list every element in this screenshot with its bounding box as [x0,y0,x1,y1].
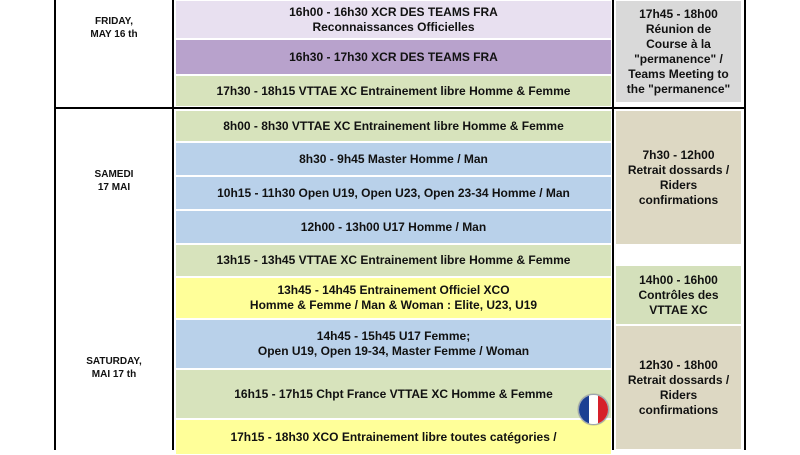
day-label-line: MAI 17 th [91,369,137,380]
side-line: 17h45 - 18h00 [639,6,718,21]
day-label-samedi [56,168,172,194]
event-line: 8h00 - 8h30 VTTAE XC Entrainement libre Homme & Femme [223,118,564,133]
side-line: confirmations [638,192,719,207]
side-line: the "permanence" [626,81,731,96]
side-line: confirmations [638,402,719,417]
left-border-line [54,0,56,450]
event-xcr-teams-recon [175,0,612,39]
event-line: 17h15 - 18h30 XCO Entrainement libre toutes catégories / [230,430,557,444]
event-line: 12h00 - 13h00 U17 Homme / Man [300,219,487,234]
event-line: 16h00 - 16h30 XCR DES TEAMS FRA [289,4,498,19]
events-left-line [172,0,174,450]
side-line: 14h00 - 16h00 [639,272,718,287]
event-u17-femme [175,319,612,369]
side-line: Riders [659,177,698,192]
event-chpt-france-vttae [175,369,612,419]
side-panel-bib-pickup-morning [615,110,742,245]
event-master-homme [175,142,612,176]
event-line: 14h45 - 15h45 U17 Femme; [316,329,471,343]
event-line: 16h15 - 17h15 Chpt France VTTAE XC Homme & Femme [234,386,553,401]
side-line: "permanence" / [634,51,723,66]
side-line: 7h30 - 12h00 [642,147,715,162]
day-label-line: SATURDAY, [86,356,142,367]
side-panel-vttae-controls [615,265,742,325]
side-line: Riders [659,387,698,402]
side-line: Course à la [646,36,711,51]
event-line: 16h30 - 17h30 XCR DES TEAMS FRA [289,49,498,64]
side-panel-race-meeting [615,0,742,103]
event-vttae-midday [175,244,612,277]
event-entrainement-officiel [175,277,612,319]
event-xcr-teams [175,39,612,75]
event-line: Open U19, Open 19-34, Master Femme / Woman [257,344,530,358]
side-line: Réunion de [645,21,712,36]
day-label-line: SAMEDI [94,169,134,180]
event-line: Homme & Femme / Man & Woman : Elite, U23, U19 [249,298,538,312]
side-line: VTTAE XC [649,302,708,317]
event-vttae-morning [175,110,612,142]
side-line: Contrôles des [638,287,719,302]
right-border-line [744,0,746,450]
side-line: Teams Meeting to [628,66,729,81]
side-panel-bib-pickup-afternoon [615,325,742,450]
side-line: Retrait dossards / [627,372,730,387]
event-line: Reconnaissances Officielles [312,19,475,34]
event-line: 10h15 - 11h30 Open U19, Open U23, Open 23-34 Homme / Man [217,185,570,200]
event-line: 8h30 - 9h45 Master Homme / Man [299,151,488,166]
event-u17-homme [175,210,612,244]
side-line: Retrait dossards / [627,162,730,177]
event-line: 17h30 - 18h15 VTTAE XC Entrainement libre Homme & Femme [216,83,571,98]
day-label-line: 17 MAI [97,182,131,193]
event-line: 13h45 - 14h45 Entrainement Officiel XCO [277,283,510,297]
france-flag-icon [578,394,609,425]
day-label-line: FRIDAY, [95,16,133,27]
day-label-saturday [56,355,172,381]
day-label-line: MAY 16 th [90,29,138,40]
day-label-friday [56,15,172,41]
event-open-homme [175,176,612,210]
side-line: 12h30 - 18h00 [639,357,718,372]
day-separator-line [54,107,746,109]
event-line: 13h15 - 13h45 VTTAE XC Entrainement libre Homme & Femme [216,253,571,267]
event-vttae-friday [175,75,612,107]
events-right-line [612,0,614,450]
